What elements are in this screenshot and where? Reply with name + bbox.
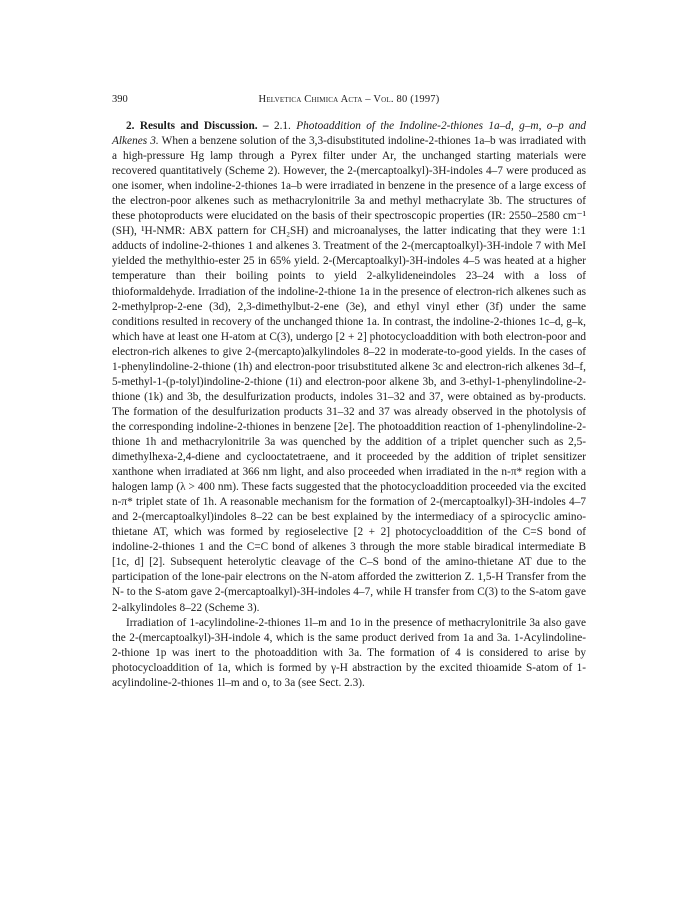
paragraph-1 (112, 119, 586, 616)
running-header (112, 94, 586, 112)
paragraph-1-text: When a benzene solution of the 3,3-disubstituted indoline-2-thiones 1a–b was irradiated with a high-pressure Hg lamp through a Pyrex filter under Ar, the unchanged starting materials were recovered quantitatively (Scheme 2). However, the 2-(mercaptoalkyl)-3H-indoles 4–7 were produced as one isomer, when indoline-2-thiones 1a–b were irradiated in benzene in the presence of a large excess of the electron-poor alkenes such as methacrylonitrile 3a and methyl methacrylate 3b. The structures of these photoproducts were elucidated on the basis of their spectroscopic properties (IR: 2550–2580 cm⁻¹ (SH), ¹H-NMR: ABX pattern for CH₂SH) and microanalyses, the latter indicating that they were 1:1 adducts of indoline-2-thiones 1 and alkenes 3. Treatment of the 2-(mercaptoalkyl)-3H-indole 7 with MeI yielded the methylthio-ester 25 in 65% yield. 2-(Mercaptoalkyl)-3H-indoles 4–5 was heated at a higher temperature than their boiling points to yield 2-alkylideneindoles 23–24 with a loss of thioformaldehyde. Irradiation of the indoline-2-thione 1a in the presence of electron-rich alkenes such as 2-methylprop-2-ene (3d), 2,3-dimethylbut-2-ene (3e), and ethyl vinyl ether (3f) under the same conditions resulted in recovery of the unchanged thione 1a. In contrast, the indoline-2-thiones 1c–d, g–k, which have at least one H-atom at C(3), undergo [2 + 2] photocycloaddition with both electron-poor and electron-rich alkenes to give 2-(mercapto)alkylindoles 8–22 in moderate-to-good yields. In the cases of 1-phenylindoline-2-thione (1h) and electron-poor trisubstituted alkene 3c and electron-rich alkenes 3d–f, 5-methyl-1-(p-tolyl)indoline-2-thione (1i) and electron-poor alkene 3b, and 3-ethyl-1-phenylindoline-2-thione (1k) and 3b, the desulfurization products, indoles 31–32 and 37, were obtained as by-products. The formation of the desulfurization products 31–32 and 37 was already observed in the photolysis of the corresponding indoline-2-thiones in benzene [2e]. The photoaddition reaction of 1-phenylindoline-2-thione 1h and methacrylonitrile 3a was quenched by the addition of a triplet quencher such as 2,5-dimethylhexa-2,4-diene and cyclooctatetraene, and it proceeded by the addition of triplet sensitizer xanthone when irradiated at 366 nm light, and also proceeded when irradiated in the n-π* region with a halogen lamp (λ > 400 nm). These facts suggested that the photocycloaddition proceeded via the excited n-π* triplet state of 1h. A reasonable mechanism for the formation of 2-(mercaptoalkyl)-3H-indoles 4–7 and 2-(mercaptoalkyl)indoles 8–22 can be best explained by the intermediacy of a spirocyclic amino-thietane AT, which was formed by regioselective [2 + 2] photocycloaddition of the C=S bond of indoline-2-thiones 1 and the C=C bond of alkenes 3 through the more stable biradical intermediate B [1c, d] [2]. Subsequent heterolytic cleavage of the C–S bond of the amino-thietane AT due to the participation of the lone-pair electrons on the N-atom afforded the zwitterion Z. 1,5-H Transfer from the N- to the S-atom gave 2-(mercaptoalkyl)-3H-indoles 4–7, while H transfer from C(3) to the S-atom gave 2-alkylindoles 8–22 (Scheme 3). (112, 135, 586, 614)
paragraph-2: Irradiation of 1-acylindoline-2-thiones 1l–m and 1o in the presence of methacrylonitrile 3a also gave the 2-(mercaptoalkyl)-3H-indole 4, which is the same product derived from 1a and 3a. 1-Acylindoline-2-thione 1p was inert to the photoaddition with 3a. The formation of 4 is considered to arise by photocycloaddition of 1a, which is formed by γ-H abstraction by the excited thioamide S-atom of 1-acylindoline-2-thiones 1l–m and o, to 3a (see Sect. 2.3). (112, 616, 586, 689)
page-number: 390 (112, 94, 128, 105)
journal-running-head: Helvetica Chimica Acta – Vol. 80 (1997) (258, 94, 440, 105)
body-text (112, 119, 586, 691)
subsection-number: 2.1. (273, 120, 291, 132)
subsection-title: Photoaddition of the Indoline-2-thiones 1a–d, g–m, o–p and Alkenes 3. (112, 120, 586, 148)
page (112, 94, 586, 691)
section-title: 2. Results and Discussion. – (126, 120, 269, 132)
